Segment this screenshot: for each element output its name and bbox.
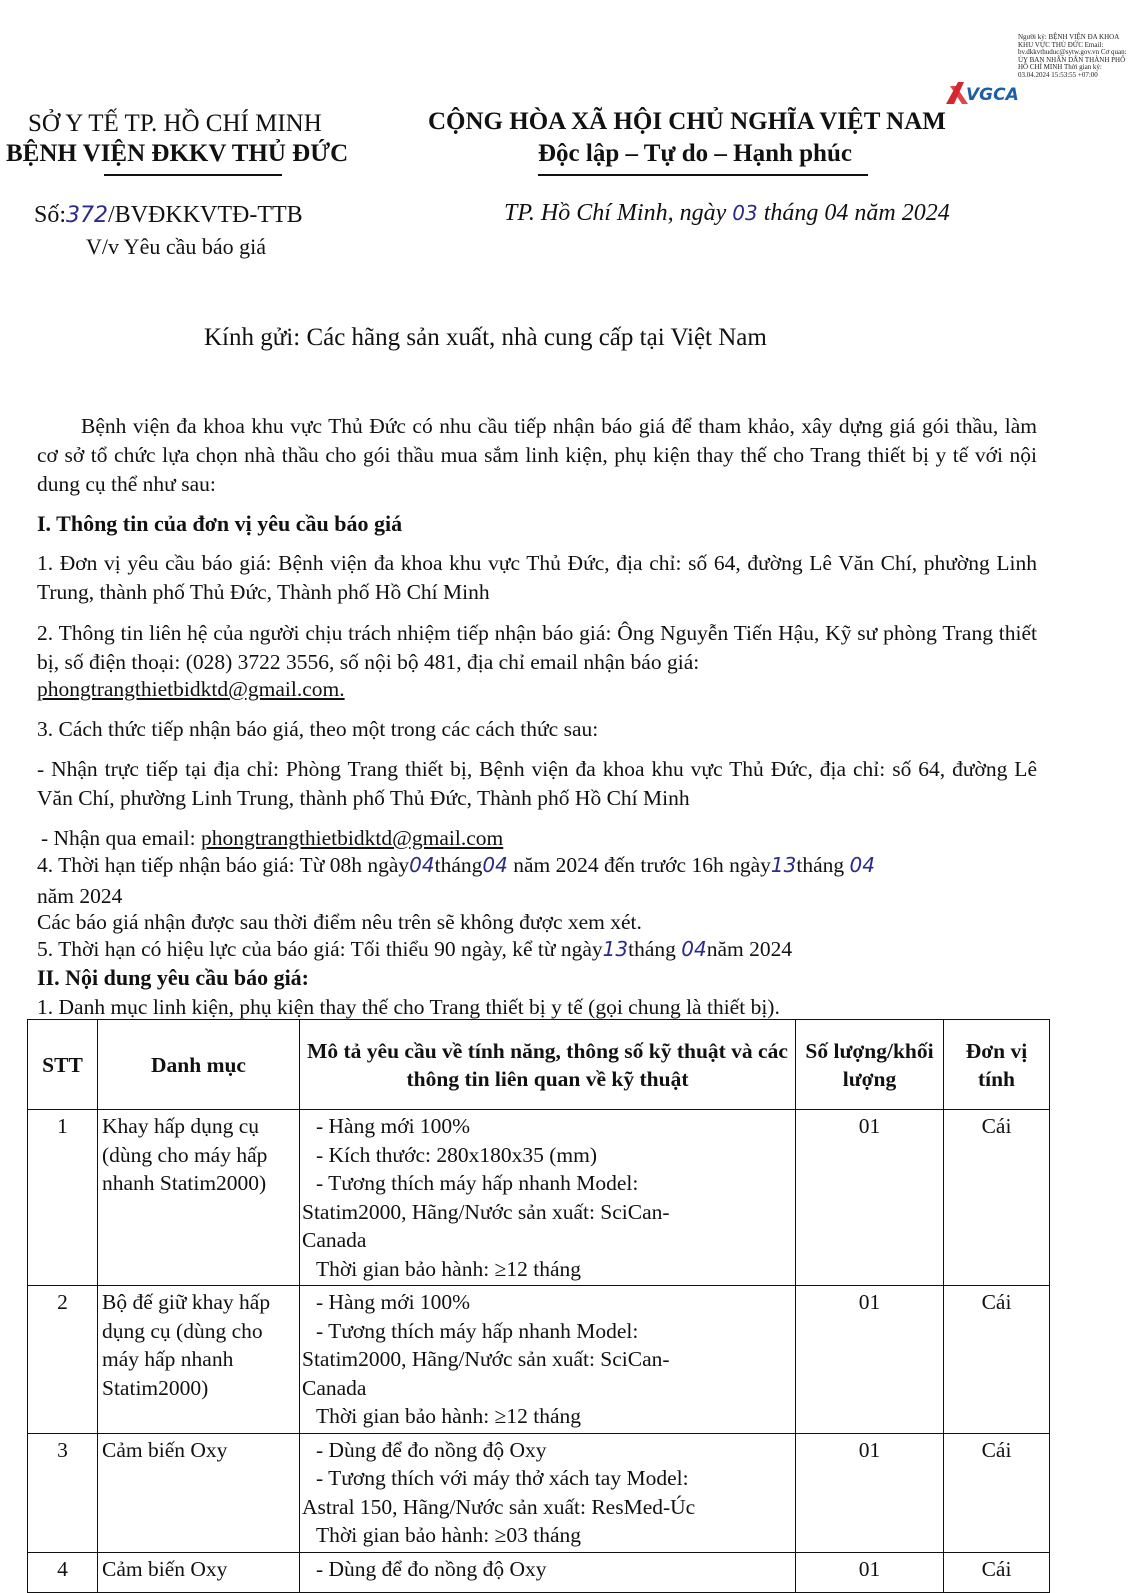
table-row (28, 1552, 1050, 1592)
section-1-item-1: 1. Đơn vị yêu cầu báo giá: Bệnh viện đa khoa khu vực Thủ Đức, địa chỉ: số 64, đường Lê Văn Chí, phường Linh Trung, thành phố Thủ Đức, Thành phố Hồ Chí Minh (37, 551, 1037, 604)
doc-no-handwritten: 372 (66, 203, 109, 228)
row-unit: Cái (944, 1110, 1050, 1286)
submission-email-link[interactable]: phongtrangthietbidktd@gmail.com (201, 826, 504, 850)
row-unit: Cái (944, 1433, 1050, 1552)
section-1-item-5 (37, 937, 792, 962)
item5-part-a: 5. Thời hạn có hiệu lực của báo giá: Tối thiểu 90 ngày, kể từ ngày (37, 937, 603, 961)
item4-part-e: tháng (796, 853, 845, 877)
row-quantity: 01 (796, 1286, 944, 1434)
row-stt: 4 (28, 1552, 98, 1592)
row-unit: Cái (944, 1552, 1050, 1592)
section-1-item-4 (37, 853, 875, 878)
desc-line: Canada (302, 1228, 367, 1252)
row-description (300, 1286, 796, 1434)
table-row (28, 1286, 1050, 1434)
desc-line: - Tương thích máy hấp nhanh Model: (316, 1171, 639, 1195)
section-1-heading: I. Thông tin của đơn vị yêu cầu báo giá (37, 511, 403, 536)
item5-day-handwritten: 13 (602, 937, 629, 961)
row-quantity: 01 (796, 1110, 944, 1286)
org-line-1: SỞ Y TẾ TP. HỒ CHÍ MINH (28, 110, 322, 137)
desc-line: - Dùng để đo nồng độ Oxy (316, 1556, 547, 1581)
row-description (300, 1552, 796, 1592)
section-1-item-3-direct: - Nhận trực tiếp tại địa chỉ: Phòng Trang thiết bị, Bệnh viện đa khoa khu vực Thủ Đức, địa chỉ: số 64, đường Lê Văn Chí, phường Linh Trung, thành phố Thủ Đức, Thành phố Hồ Chí Minh (37, 757, 1037, 810)
desc-line: Thời gian bảo hành: ≥12 tháng (316, 1404, 581, 1428)
contact-email-link[interactable]: phongtrangthietbidktd@gmail.com. (37, 677, 345, 701)
desc-line: - Tương thích với máy thở xách tay Model: (316, 1466, 689, 1490)
desc-line: - Hàng mới 100% (316, 1114, 471, 1138)
desc-line: - Hàng mới 100% (316, 1290, 471, 1314)
email-prefix: - Nhận qua email: (41, 826, 196, 850)
row-quantity: 01 (796, 1552, 944, 1592)
row-unit: Cái (944, 1286, 1050, 1434)
section-1-item-3: 3. Cách thức tiếp nhận báo giá, theo một trong các cách thức sau: (37, 717, 599, 741)
section-1-item-2: 2. Thông tin liên hệ của người chịu trách nhiệm tiếp nhận báo giá: Ông Nguyễn Tiến Hậu, Kỹ sư phòng Trang thiết bị, số điện thoại: (028) 3722 3556, số nội bộ 481, địa chỉ email nhận báo giá: (37, 621, 1037, 674)
document-number (34, 202, 303, 229)
header-unit: Đơn vị tính (944, 1020, 1050, 1110)
doc-no-suffix: /BVĐKKVTĐ-TTB (108, 202, 303, 228)
row-name: Cảm biến Oxy (98, 1552, 300, 1592)
vgca-logo-text: VGCA (966, 85, 1019, 105)
row-name: Bộ đế giữ khay hấp dụng cụ (dùng cho máy hấp nhanh Statim2000) (98, 1286, 300, 1434)
nation-underline (538, 174, 868, 176)
date-prefix: TP. Hồ Chí Minh, ngày (504, 200, 727, 226)
digital-signature-text: Người ký: BỆNH VIỆN ĐA KHOA KHU VỰC THỦ ĐỨC Email: bv.dkkvthuduc@sytw.gov.vn Cơ quan: ỦY BAN NHÂN DÂN THÀNH PHỐ HỒ CHÍ MINH Thời gian ký: 03.04.2024 15:53:55 +07:00 (1018, 33, 1127, 79)
table-row (28, 1110, 1050, 1286)
table-row (28, 1433, 1050, 1552)
org-line-2: BỆNH VIỆN ĐKKV THỦ ĐỨC (6, 140, 349, 167)
date-suffix: tháng 04 năm 2024 (763, 200, 950, 226)
section-2-sub-1: 1. Danh mục linh kiện, phụ kiện thay thế cho Trang thiết bị y tế (gọi chung là thiết bị). (37, 995, 780, 1019)
document-subject: V/v Yêu cầu báo giá (86, 234, 267, 259)
row-stt: 1 (28, 1110, 98, 1286)
intro-paragraph: Bệnh viện đa khoa khu vực Thủ Đức có nhu cầu tiếp nhận báo giá để tham khảo, xây dựng giá gói thầu, làm cơ sở tổ chức lựa chọn nhà thầu cho gói thầu mua sắm linh kiện, phụ kiện thay thế cho Trang thiết bị y tế với nội dung cụ thể như sau: (37, 414, 1037, 496)
item5-month-handwritten: 04 (681, 937, 707, 961)
desc-line: Statim2000, Hãng/Nước sản xuất: SciCan- (302, 1347, 670, 1371)
row-name: Cảm biến Oxy (98, 1433, 300, 1552)
desc-line: - Tương thích máy hấp nhanh Model: (316, 1318, 639, 1343)
item5-part-b: tháng (628, 937, 676, 961)
table-header-row (28, 1020, 1050, 1110)
section-1-item-3-email (41, 826, 503, 851)
requirements-table (27, 1019, 1050, 1593)
row-name: Khay hấp dụng cụ (dùng cho máy hấp nhanh Statim2000) (98, 1110, 300, 1286)
document-date (504, 200, 950, 227)
header-name: Danh mục (98, 1020, 300, 1110)
desc-line: - Kích thước: 280x180x35 (mm) (316, 1142, 597, 1167)
item4-part-c: năm 2024 đến trước 16h ngày (513, 853, 771, 877)
nation-line-1: CỘNG HÒA XÃ HỘI CHỦ NGHĨA VIỆT NAM (428, 108, 946, 135)
desc-line: Thời gian bảo hành: ≥03 tháng (316, 1523, 581, 1547)
desc-line: Statim2000, Hãng/Nước sản xuất: SciCan- (302, 1199, 670, 1224)
item4-part-b: tháng (434, 853, 483, 877)
recipient-line: Kính gửi: Các hãng sản xuất, nhà cung cấp tại Việt Nam (204, 324, 767, 351)
nation-line-2: Độc lập – Tự do – Hạnh phúc (538, 140, 852, 167)
doc-no-prefix: Số: (34, 202, 67, 228)
row-quantity: 01 (796, 1433, 944, 1552)
header-quantity: Số lượng/khối lượng (796, 1020, 944, 1110)
row-description (300, 1433, 796, 1552)
row-stt: 3 (28, 1433, 98, 1552)
item4-part-a: 4. Thời hạn tiếp nhận báo giá: Từ 08h ngày (37, 853, 410, 877)
section-1-note: Các báo giá nhận được sau thời điểm nêu trên sẽ không được xem xét. (37, 910, 642, 934)
row-stt: 2 (28, 1286, 98, 1434)
desc-line: Thời gian bảo hành: ≥12 tháng (316, 1256, 581, 1281)
header-stt: STT (28, 1020, 98, 1110)
item4-day-end-handwritten: 13 (770, 853, 797, 877)
row-description (300, 1110, 796, 1286)
section-2-heading: II. Nội dung yêu cầu báo giá: (37, 965, 310, 990)
header-description: Mô tả yêu cầu về tính năng, thông số kỹ thuật và các thông tin liên quan về kỹ thuật (300, 1020, 796, 1110)
item4-month-end-handwritten: 04 (849, 853, 875, 877)
date-day-handwritten: 03 (732, 201, 758, 225)
section-1-item-4-year: năm 2024 (37, 884, 123, 908)
item5-part-c: năm 2024 (706, 937, 793, 961)
org-underline (104, 174, 282, 176)
desc-line: Astral 150, Hãng/Nước sản xuất: ResMed-Úc (302, 1494, 696, 1519)
vgca-logo (944, 78, 1022, 108)
desc-line: - Dùng để đo nồng độ Oxy (316, 1437, 547, 1462)
item4-day-start-handwritten: 04 (409, 853, 435, 877)
item4-month-start-handwritten: 04 (482, 853, 508, 877)
desc-line: Canada (302, 1375, 367, 1400)
